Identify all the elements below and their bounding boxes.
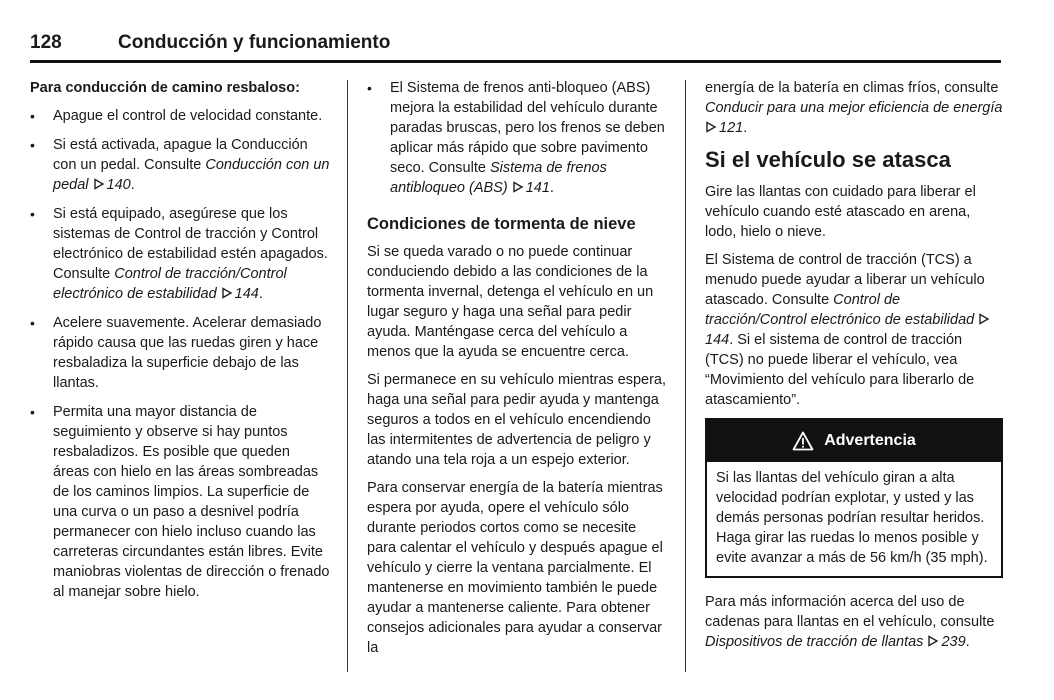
- paragraph: El Sistema de control de tracción (TCS) a menudo puede ayudar a liberar un vehículo atascado. Consulte Control de tracción/Control electrónico de estabilidad 144. Si el sistema de control de tracción (TCS) no puede liberar el vehículo, vea “Movimiento del vehículo para liberarlo de atascamiento”.: [705, 250, 1003, 410]
- list-item-text: El Sistema de frenos anti-bloqueo (ABS) mejora la estabilidad del vehículo durante paradas bruscas, pero los frenos se deben aplicar más rápido que sobre pavimento seco. Consulte: [390, 80, 665, 176]
- bullet-icon: •: [30, 108, 35, 124]
- paragraph: Si se queda varado o no puede continuar conduciendo debido a las condiciones de la tormenta invernal, detenga el vehículo en un lugar seguro y haga una señal para pedir ayuda. Manténgase cerca del vehículo a menos que la ayuda se encuentre cerca.: [367, 244, 654, 360]
- column-divider: [347, 80, 348, 672]
- page-reference-arrow-icon: [93, 178, 105, 190]
- bullet-list: [30, 106, 330, 602]
- cross-reference-link[interactable]: Sistema de frenos antibloqueo (ABS): [390, 160, 607, 196]
- page-reference[interactable]: 140: [106, 177, 131, 193]
- cross-reference-link[interactable]: Conducir para una mejor eficiencia de energía: [705, 100, 1003, 116]
- list-item-text: Acelere suavemente. Acelerar demasiado rápido causa que las ruedas giren y hace resbaladiza la superficie debajo de las llantas.: [53, 315, 322, 391]
- bullet-icon: •: [30, 315, 35, 331]
- cross-reference-link[interactable]: Control de tracción/Control electrónico de estabilidad: [705, 292, 975, 328]
- section-heading: Si el vehículo se atasca: [705, 147, 951, 172]
- list-item: • El Sistema de frenos anti-bloqueo (ABS) mejora la estabilidad del vehículo durante paradas bruscas, pero los frenos se deben aplicar más rápido que sobre pavimento seco. Consulte Sistema de frenos antibloqueo (ABS) 141.: [367, 80, 665, 196]
- bullet-icon: •: [30, 206, 35, 222]
- bullet-icon: •: [30, 137, 35, 153]
- page-number: 128: [30, 32, 62, 53]
- column-2: [367, 78, 667, 666]
- cross-reference-link[interactable]: Dispositivos de tracción de llantas: [705, 634, 924, 650]
- header-rule: [30, 60, 1001, 63]
- chapter-title: Conducción y funcionamiento: [118, 32, 391, 53]
- paragraph: Para conservar energía de la batería mientras espera por ayuda, opere el vehículo sólo durante periodos cortos como se necesite para calentar el vehículo y después apague el vehículo y cierre la ventana parcialmente. El mantenerse en movimiento también le puede ayudar a mantenerse caliente. Para obtener consejos adicionales para ayudar a conservar la: [367, 480, 663, 656]
- page-reference[interactable]: 141: [525, 180, 550, 196]
- column-1: [30, 78, 330, 611]
- page-reference[interactable]: 144: [234, 286, 259, 302]
- section-heading: Para conducción de camino resbaloso:: [30, 80, 300, 96]
- paragraph: energía de la batería en climas fríos, consulte Conducir para una mejor eficiencia de energía 121.: [705, 80, 1003, 136]
- page-reference-arrow-icon: [978, 313, 990, 325]
- bullet-icon: •: [30, 404, 35, 420]
- page-reference-arrow-icon: [512, 181, 524, 193]
- warning-triangle-icon: [792, 431, 814, 451]
- paragraph: Para más información acerca del uso de cadenas para llantas en el vehículo, consulte Dispositivos de tracción de llantas 239.: [705, 594, 995, 650]
- paragraph: Si permanece en su vehículo mientras espera, haga una señal para pedir ayuda y mantenga seguros a todos en el vehículo encendiendo las intermitentes de advertencia de peligro y atando una tela roja a un espejo exterior.: [367, 372, 667, 468]
- list-item-text: Permita una mayor distancia de seguimiento y observe si hay puntos resbaladizos. Es posible que queden áreas con hielo en las áreas sombreadas de los caminos limpios. La superficie de una curva o un paso a desnivel podría permanecer con hielo incluso cuando las carreteras circundantes están libres. Evite maniobras violentas de dirección o frenado al manejar sobre hielo.: [53, 404, 330, 600]
- column-divider: [685, 80, 686, 672]
- page-header: [30, 30, 1000, 60]
- list-item: • Si está activada, apague la Conducción con un pedal. Consulte Conducción con un pedal 140.: [30, 137, 330, 193]
- warning-title: Advertencia: [824, 432, 916, 449]
- cross-reference-link[interactable]: Conducción con un pedal: [53, 157, 330, 193]
- page-reference-arrow-icon: [927, 635, 939, 647]
- list-item: • Si está equipado, asegúrese que los sistemas de Control de tracción y Control electrónico de estabilidad estén apagados. Consulte Control de tracción/Control electrónico de estabilidad 144.: [30, 206, 328, 302]
- paragraph: Gire las llantas con cuidado para liberar el vehículo cuando esté atascado en arena, lodo, hielo o nieve.: [705, 184, 976, 240]
- list-item-text: Si está activada, apague la Conducción con un pedal. Consulte: [53, 137, 308, 173]
- warning-body: Si las llantas del vehículo giran a alta velocidad podrían explotar, y usted y las demás personas podrían resultar heridos. Haga girar las ruedas lo menos posible y evite avanzar a más de 56 km/h (35 mph).: [716, 470, 988, 566]
- warning-box: [705, 418, 1003, 578]
- page-reference[interactable]: 144: [705, 332, 730, 348]
- list-item: [30, 402, 330, 602]
- warning-header: [707, 420, 1001, 462]
- list-item-text: Apague el control de velocidad constante.: [53, 108, 323, 124]
- page-reference-arrow-icon: [221, 287, 233, 299]
- bullet-list: [367, 78, 667, 198]
- list-item: [30, 106, 330, 126]
- column-3: [705, 78, 1003, 660]
- list-item-text: Si está equipado, asegúrese que los sistemas de Control de tracción y Control electrónico de estabilidad estén apagados. Consulte: [53, 206, 328, 282]
- page-reference[interactable]: 239: [941, 634, 966, 650]
- page-reference-arrow-icon: [705, 121, 717, 133]
- cross-reference-link[interactable]: Control de tracción/Control electrónico de estabilidad: [53, 266, 287, 302]
- section-heading: Condiciones de tormenta de nieve: [367, 215, 636, 233]
- bullet-icon: •: [367, 80, 372, 96]
- page-reference[interactable]: 121: [719, 120, 744, 136]
- list-item: [30, 313, 330, 393]
